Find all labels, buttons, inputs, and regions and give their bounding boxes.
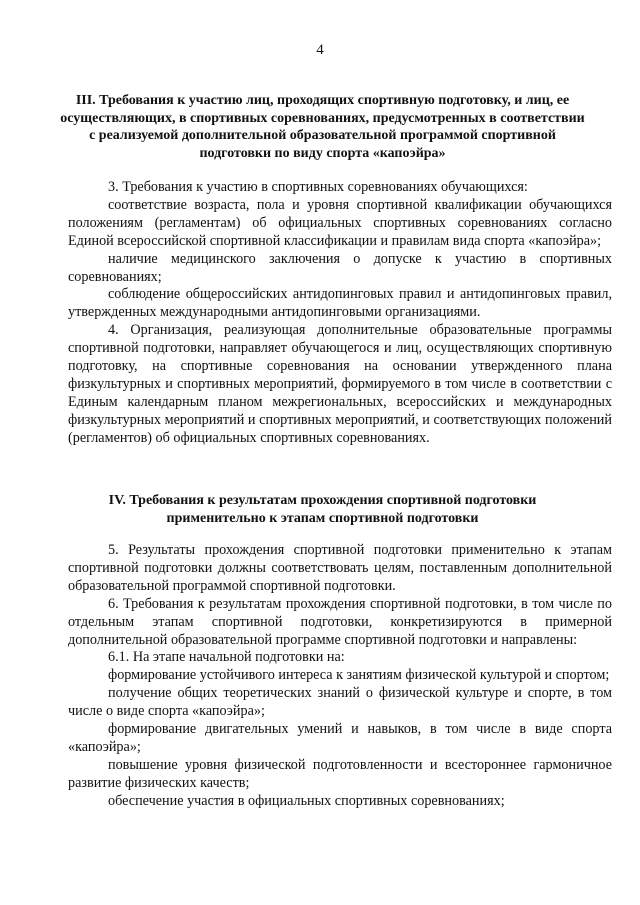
paragraph: обеспечение участия в официальных спортивных соревнованиях; (108, 792, 505, 809)
paragraph: 6. Требования к результатам прохождения спортивной подготовки, в том числе по отдельным этапам спортивной подготовки, конкретизируются в примерной дополнительной образовательной программе спортивной подготовки и направлены: (68, 595, 612, 648)
section-4-body (68, 542, 612, 811)
paragraph: 5. Результаты прохождения спортивной подготовки применительно к этапам спортивной подготовки должны соответствовать целям, поставленным дополнительной образовательной программой спортивной подготовки. (68, 542, 612, 594)
paragraph: 3. Требования к участию в спортивных соревнованиях обучающихся: (108, 179, 528, 195)
paragraph: повышение уровня физической подготовленности и всестороннее гармоничное развитие физических качеств; (68, 756, 612, 791)
section-4-heading: IV. Требования к результатам прохождения спортивной подготовки применительно к этапам спортивной подготовки (108, 493, 537, 526)
paragraph: 6.1. На этапе начальной подготовки на: (108, 649, 345, 666)
paragraph: формирование двигательных умений и навыков, в том числе в виде спорта «капоэйра»; (68, 721, 612, 755)
paragraph: соответствие возраста, пола и уровня спортивной квалификации обучающихся положениям (регламентам) об официальных спортивных соревнованиях согласно Единой всероссийской спортивной классификации и правилам вида спорта «капоэйра»; (68, 196, 612, 249)
page-number: 4 (316, 42, 324, 58)
paragraph: 4. Организация, реализующая дополнительные образовательные программы спортивной подготовки, направляет обучающегося и лиц, осуществляющих спортивную подготовку, на спортивные соревнования на основании утвержденного плана физкультурных и спортивных мероприятий, формируемого в том числе в соответствии с Единым календарным планом межрегиональных, всероссийских и международных физкультурных мероприятий и спортивных мероприятий, и соответствующих положений (регламентов) об официальных спортивных соревнованиях. (68, 322, 612, 446)
paragraph: соблюдение общероссийских антидопинговых правил и антидопинговых правил, утвержденных международными антидопинговыми организациями. (68, 286, 612, 321)
section-3-body (68, 179, 612, 448)
paragraph: наличие медицинского заключения о допуске к участию в спортивных соревнованиях; (68, 250, 612, 285)
paragraph: получение общих теоретических знаний о физической культуре и спорте, в том числе о виде спорта «капоэйра»; (68, 685, 612, 720)
paragraph: формирование устойчивого интереса к занятиям физической культурой и спортом; (108, 667, 610, 684)
section-3-heading: III. Требования к участию лиц, проходящих спортивную подготовку, и лиц, ее осуществляющих, в спортивных соревнованиях, предусмотренных в соответствии с реализуемой дополнительной образовательной программой спортивной подготовки по виду спорта «капоэйра» (60, 93, 585, 161)
